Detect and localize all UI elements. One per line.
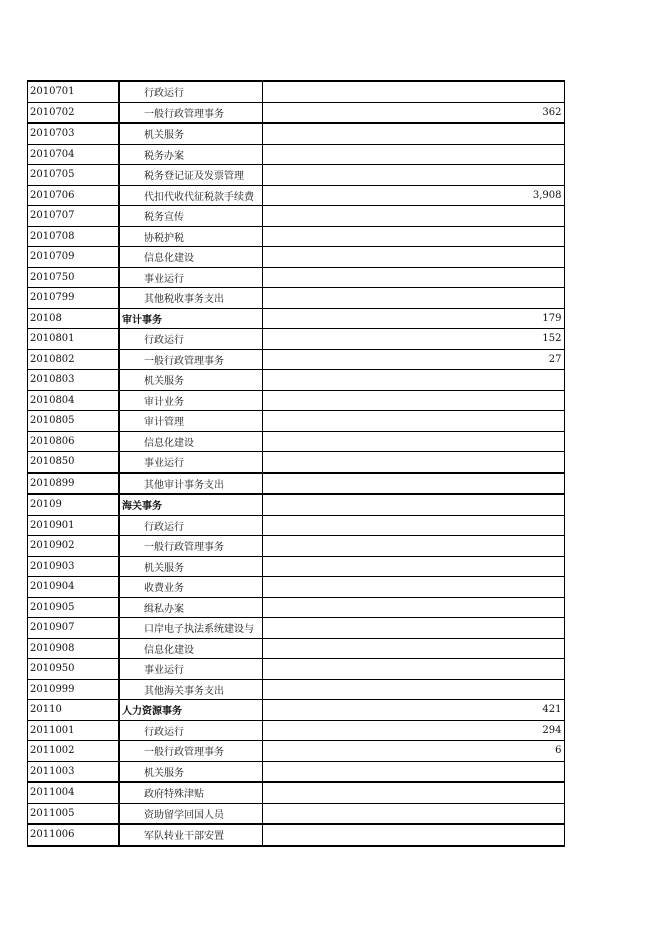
- name-cell: 协税护税: [119, 226, 262, 247]
- code-cell: 2010806: [28, 431, 120, 452]
- budget-table: [27, 80, 565, 847]
- table-row: [28, 165, 565, 186]
- table-row: [28, 720, 565, 741]
- code-cell: 2010708: [28, 226, 120, 247]
- table-row: [28, 267, 565, 288]
- name-cell: 行政运行: [119, 329, 262, 350]
- table-row: [28, 761, 565, 782]
- name-cell: 海关事务: [119, 494, 262, 515]
- amount-cell: 152: [262, 329, 564, 350]
- code-cell: 2010803: [28, 370, 120, 391]
- amount-cell: [262, 618, 564, 639]
- amount-cell: [262, 679, 564, 700]
- code-cell: 2011004: [28, 782, 120, 803]
- amount-cell: [262, 803, 564, 824]
- code-cell: 2010899: [28, 473, 120, 495]
- name-cell: 机关服务: [119, 761, 262, 782]
- code-cell: 20109: [28, 494, 120, 515]
- amount-cell: 362: [262, 102, 564, 123]
- name-cell: 信息化建设: [119, 638, 262, 659]
- name-cell: 口岸电子执法系统建设与: [119, 618, 262, 639]
- table-row: [28, 536, 565, 557]
- amount-cell: [262, 411, 564, 432]
- name-cell: 收费业务: [119, 577, 262, 598]
- table-row: [28, 185, 565, 206]
- code-cell: 2010704: [28, 144, 120, 165]
- name-cell: 代扣代收代征税款手续费: [119, 185, 262, 206]
- amount-cell: [262, 390, 564, 411]
- amount-cell: 27: [262, 349, 564, 370]
- name-cell: 机关服务: [119, 556, 262, 577]
- table-row: [28, 473, 565, 495]
- code-cell: 2010804: [28, 390, 120, 411]
- amount-cell: 3,908: [262, 185, 564, 206]
- name-cell: 缉私办案: [119, 597, 262, 618]
- name-cell: 事业运行: [119, 452, 262, 473]
- code-cell: 2010805: [28, 411, 120, 432]
- name-cell: 机关服务: [119, 123, 262, 144]
- name-cell: 审计管理: [119, 411, 262, 432]
- table-row: [28, 226, 565, 247]
- amount-cell: [262, 226, 564, 247]
- name-cell: 人力资源事务: [119, 700, 262, 721]
- table-row: [28, 700, 565, 721]
- amount-cell: [262, 431, 564, 452]
- code-cell: 2011002: [28, 741, 120, 762]
- table-row: [28, 431, 565, 452]
- name-cell: 一般行政管理事务: [119, 102, 262, 123]
- code-cell: 2010999: [28, 679, 120, 700]
- amount-cell: 179: [262, 308, 564, 329]
- code-cell: 2010750: [28, 267, 120, 288]
- name-cell: 信息化建设: [119, 431, 262, 452]
- code-cell: 20108: [28, 308, 120, 329]
- code-cell: 2011006: [28, 824, 120, 846]
- name-cell: 行政运行: [119, 720, 262, 741]
- name-cell: 其他审计事务支出: [119, 473, 262, 495]
- amount-cell: [262, 638, 564, 659]
- amount-cell: [262, 515, 564, 536]
- code-cell: 2010799: [28, 288, 120, 309]
- amount-cell: [262, 536, 564, 557]
- code-cell: 2010901: [28, 515, 120, 536]
- name-cell: 军队转业干部安置: [119, 824, 262, 846]
- table-row: [28, 308, 565, 329]
- amount-cell: [262, 452, 564, 473]
- amount-cell: [262, 123, 564, 144]
- name-cell: 一般行政管理事务: [119, 349, 262, 370]
- table-row: [28, 81, 565, 102]
- table-row: [28, 494, 565, 515]
- code-cell: 2010709: [28, 247, 120, 268]
- code-cell: 2011003: [28, 761, 120, 782]
- code-cell: 2010802: [28, 349, 120, 370]
- name-cell: 一般行政管理事务: [119, 741, 262, 762]
- amount-cell: [262, 267, 564, 288]
- code-cell: 2010707: [28, 206, 120, 227]
- table-row: [28, 329, 565, 350]
- code-cell: 2011001: [28, 720, 120, 741]
- name-cell: 事业运行: [119, 659, 262, 680]
- table-row: [28, 288, 565, 309]
- table-row: [28, 349, 565, 370]
- amount-cell: [262, 494, 564, 515]
- name-cell: 政府特殊津贴: [119, 782, 262, 803]
- amount-cell: [262, 288, 564, 309]
- table-row: [28, 782, 565, 803]
- name-cell: 审计业务: [119, 390, 262, 411]
- code-cell: 2010801: [28, 329, 120, 350]
- table-row: [28, 452, 565, 473]
- code-cell: 2010902: [28, 536, 120, 557]
- amount-cell: [262, 144, 564, 165]
- amount-cell: [262, 659, 564, 680]
- name-cell: 税务登记证及发票管理: [119, 165, 262, 186]
- code-cell: 2010850: [28, 452, 120, 473]
- table-row: [28, 556, 565, 577]
- amount-cell: [262, 782, 564, 803]
- table-row: [28, 206, 565, 227]
- name-cell: 税务宣传: [119, 206, 262, 227]
- table-row: [28, 411, 565, 432]
- amount-cell: [262, 206, 564, 227]
- table-row: [28, 515, 565, 536]
- name-cell: 行政运行: [119, 81, 262, 102]
- table-row: [28, 102, 565, 123]
- name-cell: 信息化建设: [119, 247, 262, 268]
- amount-cell: [262, 824, 564, 846]
- table-row: [28, 638, 565, 659]
- code-cell: 2010905: [28, 597, 120, 618]
- name-cell: 审计事务: [119, 308, 262, 329]
- name-cell: 其他海关事务支出: [119, 679, 262, 700]
- name-cell: 税务办案: [119, 144, 262, 165]
- amount-cell: [262, 556, 564, 577]
- amount-cell: [262, 165, 564, 186]
- table-row: [28, 390, 565, 411]
- name-cell: 行政运行: [119, 515, 262, 536]
- code-cell: 2010705: [28, 165, 120, 186]
- table-row: [28, 123, 565, 144]
- name-cell: 事业运行: [119, 267, 262, 288]
- table-row: [28, 679, 565, 700]
- amount-cell: 6: [262, 741, 564, 762]
- code-cell: 2010706: [28, 185, 120, 206]
- amount-cell: [262, 597, 564, 618]
- code-cell: 2010950: [28, 659, 120, 680]
- amount-cell: 421: [262, 700, 564, 721]
- name-cell: 机关服务: [119, 370, 262, 391]
- code-cell: 2010702: [28, 102, 120, 123]
- amount-cell: [262, 761, 564, 782]
- table-row: [28, 824, 565, 846]
- name-cell: 一般行政管理事务: [119, 536, 262, 557]
- table-row: [28, 247, 565, 268]
- code-cell: 20110: [28, 700, 120, 721]
- amount-cell: [262, 370, 564, 391]
- table-row: [28, 370, 565, 391]
- amount-cell: [262, 577, 564, 598]
- code-cell: 2011005: [28, 803, 120, 824]
- table-row: [28, 144, 565, 165]
- table-row: [28, 741, 565, 762]
- table-row: [28, 803, 565, 824]
- amount-cell: [262, 247, 564, 268]
- code-cell: 2010903: [28, 556, 120, 577]
- code-cell: 2010907: [28, 618, 120, 639]
- amount-cell: [262, 473, 564, 495]
- table-row: [28, 597, 565, 618]
- table-row: [28, 577, 565, 598]
- table-row: [28, 659, 565, 680]
- amount-cell: 294: [262, 720, 564, 741]
- amount-cell: [262, 81, 564, 102]
- name-cell: 资助留学回国人员: [119, 803, 262, 824]
- name-cell: 其他税收事务支出: [119, 288, 262, 309]
- code-cell: 2010703: [28, 123, 120, 144]
- code-cell: 2010904: [28, 577, 120, 598]
- code-cell: 2010701: [28, 81, 120, 102]
- table-row: [28, 618, 565, 639]
- code-cell: 2010908: [28, 638, 120, 659]
